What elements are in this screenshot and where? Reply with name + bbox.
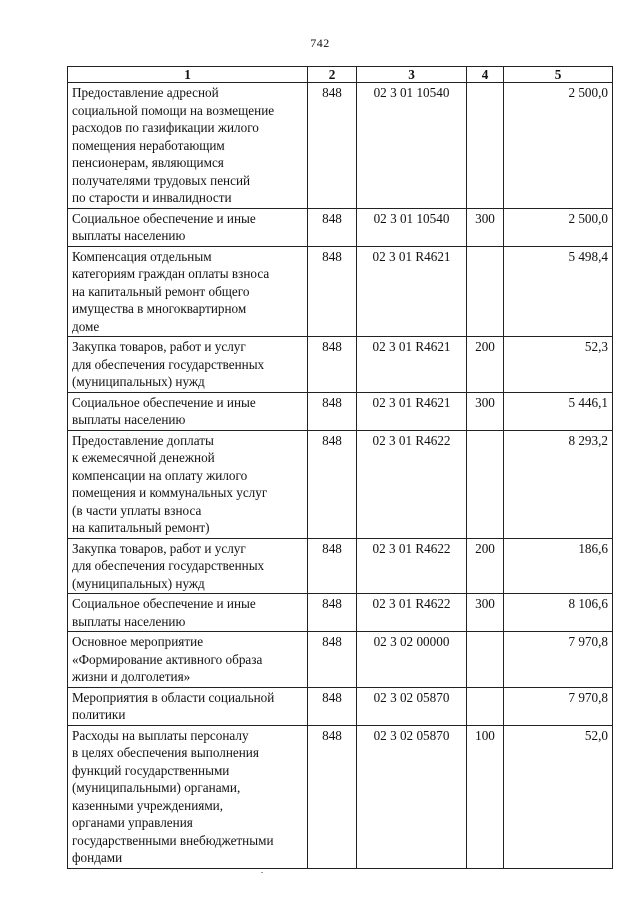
row-amount-cell: 5 498,4 <box>504 246 613 337</box>
table-header-row <box>68 67 613 83</box>
table-row <box>68 538 613 594</box>
row-admin-code-cell: 848 <box>308 687 357 725</box>
row-admin-code-cell: 848 <box>308 83 357 209</box>
row-amount-cell: 7 970,8 <box>504 632 613 688</box>
table-row <box>68 430 613 538</box>
row-amount-cell: 2 500,0 <box>504 83 613 209</box>
row-target-code-cell: 02 3 01 10540 <box>357 83 467 209</box>
row-target-code-cell: 02 3 01 R4621 <box>357 337 467 393</box>
table-row <box>68 208 613 246</box>
budget-table <box>67 66 613 869</box>
table-row <box>68 594 613 632</box>
table-row <box>68 83 613 209</box>
row-name-cell: Компенсация отдельным категориям граждан оплаты взноса на капитальный ремонт общего имущества в многоквартирном доме <box>68 246 308 337</box>
table-row <box>68 246 613 337</box>
row-expense-type-cell <box>467 632 504 688</box>
page-number: 742 <box>310 36 330 50</box>
row-name-cell: Социальное обеспечение и иные выплаты населению <box>68 208 308 246</box>
row-amount-cell: 8 106,6 <box>504 594 613 632</box>
row-target-code-cell: 02 3 01 R4621 <box>357 246 467 337</box>
row-target-code-cell: 02 3 02 05870 <box>357 687 467 725</box>
header-col-5: 5 <box>504 67 613 83</box>
row-expense-type-cell: 200 <box>467 337 504 393</box>
row-amount-cell: 186,6 <box>504 538 613 594</box>
table-row <box>68 632 613 688</box>
row-amount-cell: 52,0 <box>504 725 613 868</box>
row-target-code-cell: 02 3 02 00000 <box>357 632 467 688</box>
row-admin-code-cell: 848 <box>308 594 357 632</box>
row-expense-type-cell: 100 <box>467 725 504 868</box>
row-amount-cell: 52,3 <box>504 337 613 393</box>
row-admin-code-cell: 848 <box>308 538 357 594</box>
row-admin-code-cell: 848 <box>308 392 357 430</box>
header-col-3: 3 <box>357 67 467 83</box>
row-expense-type-cell <box>467 687 504 725</box>
table-body <box>68 83 613 869</box>
row-expense-type-cell <box>467 430 504 538</box>
row-name-cell: Предоставление доплаты к ежемесячной денежной компенсации на оплату жилого помещения и коммунальных услуг (в части уплаты взноса на капитальный ремонт) <box>68 430 308 538</box>
row-admin-code-cell: 848 <box>308 430 357 538</box>
row-admin-code-cell: 848 <box>308 337 357 393</box>
table-row <box>68 392 613 430</box>
row-name-cell: Закупка товаров, работ и услуг для обеспечения государственных (муниципальных) нужд <box>68 337 308 393</box>
header-col-4: 4 <box>467 67 504 83</box>
header-col-2: 2 <box>308 67 357 83</box>
row-target-code-cell: 02 3 01 R4622 <box>357 538 467 594</box>
row-name-cell: Социальное обеспечение и иные выплаты населению <box>68 594 308 632</box>
table-row <box>68 725 613 868</box>
row-target-code-cell: 02 3 02 05870 <box>357 725 467 868</box>
row-expense-type-cell <box>467 246 504 337</box>
row-expense-type-cell: 300 <box>467 594 504 632</box>
header-col-1: 1 <box>68 67 308 83</box>
table-row <box>68 337 613 393</box>
row-target-code-cell: 02 3 01 10540 <box>357 208 467 246</box>
row-expense-type-cell: 200 <box>467 538 504 594</box>
row-name-cell: Предоставление адресной социальной помощи на возмещение расходов по газификации жилого помещения неработающим пенсионерам, являющимся получателями трудовых пенсий по старости и инвалидности <box>68 83 308 209</box>
row-target-code-cell: 02 3 01 R4622 <box>357 594 467 632</box>
row-name-cell: Социальное обеспечение и иные выплаты населению <box>68 392 308 430</box>
row-amount-cell: 2 500,0 <box>504 208 613 246</box>
row-target-code-cell: 02 3 01 R4621 <box>357 392 467 430</box>
row-amount-cell: 8 293,2 <box>504 430 613 538</box>
scan-speck <box>261 872 263 873</box>
row-expense-type-cell <box>467 83 504 209</box>
row-admin-code-cell: 848 <box>308 725 357 868</box>
row-name-cell: Расходы на выплаты персоналу в целях обеспечения выполнения функций государственными (муниципальными) органами, казенными учреждениями, органами управления государственными внебюджетными фондами <box>68 725 308 868</box>
row-admin-code-cell: 848 <box>308 632 357 688</box>
table-row <box>68 687 613 725</box>
row-target-code-cell: 02 3 01 R4622 <box>357 430 467 538</box>
row-expense-type-cell: 300 <box>467 208 504 246</box>
row-name-cell: Основное мероприятие «Формирование активного образа жизни и долголетия» <box>68 632 308 688</box>
row-name-cell: Закупка товаров, работ и услуг для обеспечения государственных (муниципальных) нужд <box>68 538 308 594</box>
row-amount-cell: 7 970,8 <box>504 687 613 725</box>
row-amount-cell: 5 446,1 <box>504 392 613 430</box>
row-admin-code-cell: 848 <box>308 208 357 246</box>
row-admin-code-cell: 848 <box>308 246 357 337</box>
row-expense-type-cell: 300 <box>467 392 504 430</box>
row-name-cell: Мероприятия в области социальной политики <box>68 687 308 725</box>
